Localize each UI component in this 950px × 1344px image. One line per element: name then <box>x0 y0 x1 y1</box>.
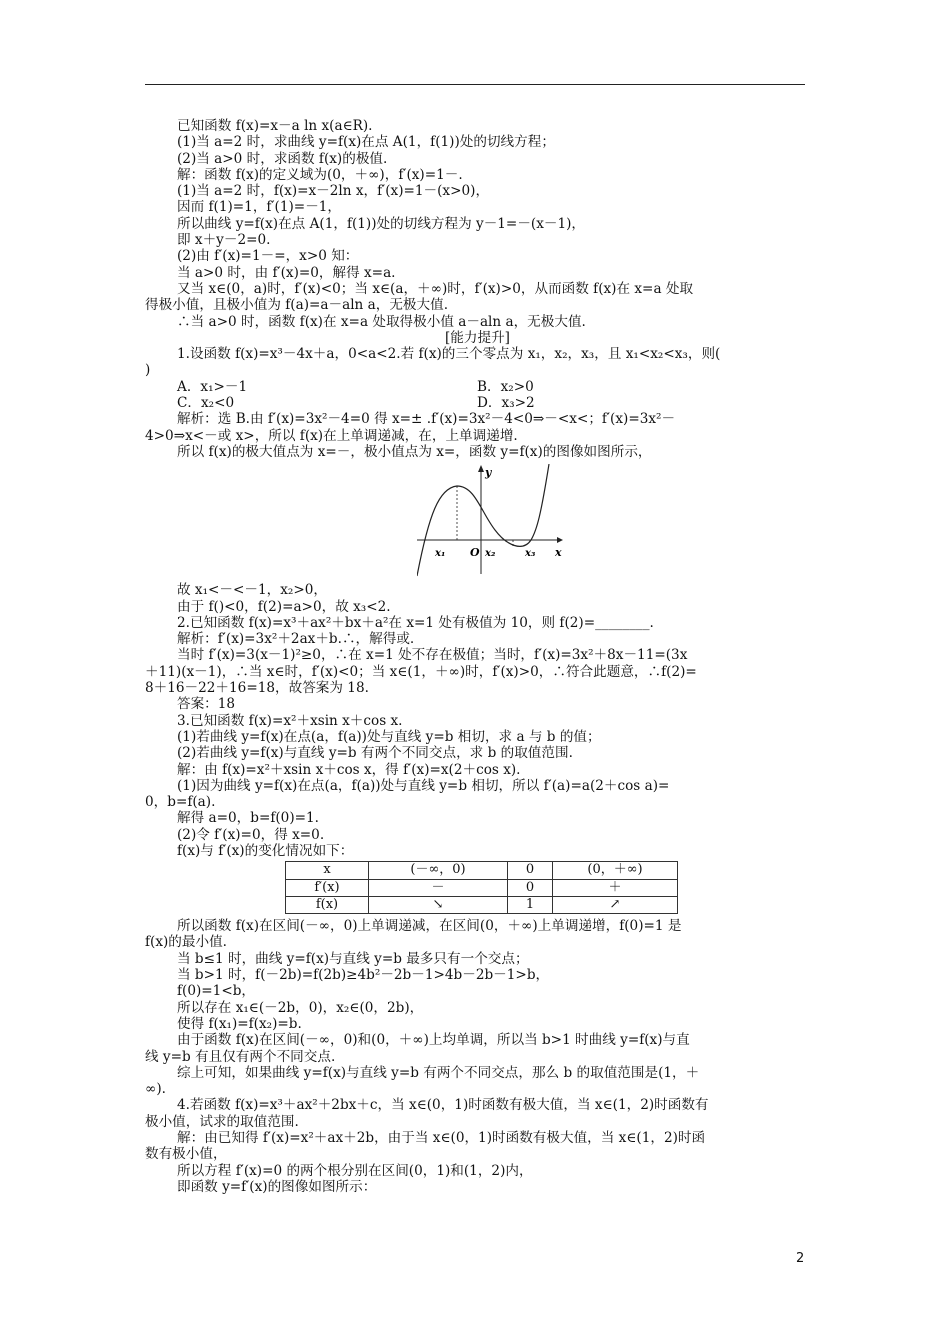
text-line: 已知函数 f(x)=x－a ln x(a∈R). <box>177 118 373 134</box>
text-line: f(x)的最小值. <box>145 934 228 951</box>
text-line: (1)因为曲线 y=f(x)在点(a，f(a))处与直线 y=b 相切，所以 f′(a)=a(2＋cos a)= <box>177 777 670 794</box>
text-line: f(0)=1<b， <box>177 983 256 1000</box>
text-line: 4.若函数 f(x)=x³＋ax²＋2bx＋c，当 x∈(0，1)时函数有极大值，当 x∈(1，2)时函数有 <box>177 1097 709 1114</box>
table-cell: ＋ <box>553 879 678 896</box>
table-cell: ↘ <box>369 896 508 913</box>
table-cell: (0，＋∞) <box>553 862 678 879</box>
text-line: 线 y=b 有且仅有两个不同交点. <box>145 1048 336 1065</box>
text-line: 解得 a=0，b=f(0)=1. <box>177 810 319 827</box>
text-line: 所以曲线 y=f(x)在点 A(1，f(1))处的切线方程为 y－1=－(x－1)， <box>177 215 586 232</box>
x-label: x <box>555 546 562 560</box>
text-line: (2)由 f′(x)=1－=，x>0 知： <box>177 248 359 265</box>
text-line: 由于函数 f(x)在区间(－∞，0)和(0，＋∞)上均单调，所以当 b>1 时曲线 y=f(x)与直 <box>177 1032 690 1049</box>
text-line: 答案：18 <box>177 696 236 713</box>
text-line: 3.已知函数 f(x)=x²＋xsin x＋cos x. <box>177 712 403 729</box>
y-label: y <box>485 466 492 480</box>
variation-table <box>285 861 678 914</box>
text-line: 所以方程 f′(x)=0 的两个根分别在区间(0，1)和(1，2)内， <box>177 1162 533 1179</box>
cubic-graph <box>417 464 567 578</box>
text-line: 所以函数 f(x)在区间(－∞，0)上单调递减，在区间(0，＋∞)上单调递增，f(0)=1 是 <box>177 918 682 935</box>
table-cell: 0 <box>508 862 553 879</box>
table-cell: f′(x) <box>286 879 369 896</box>
text-line: 0，b=f(a). <box>145 794 216 811</box>
x3-label: x₃ <box>525 548 536 560</box>
text-line: 所以存在 x₁∈(－2b，0)，x₂∈(0，2b)， <box>177 999 424 1016</box>
text-line: [能力提升] <box>445 329 510 346</box>
text-line: 由于 f()<0，f(2)=a>0，故 x₃<2. <box>177 598 391 615</box>
text-line: (1)若曲线 y=f(x)在点(a，f(a))处与直线 y=b 相切，求 a 与 b 的值； <box>177 728 601 745</box>
text-line: 解析：f′(x)=3x²＋2ax＋b.∴，解得或. <box>177 631 415 648</box>
text-line: 即 x＋y－2=0. <box>177 232 271 249</box>
text-line: 当 b≤1 时，曲线 y=f(x)与直线 y=b 最多只有一个交点； <box>177 950 529 967</box>
table-cell: x <box>286 862 369 879</box>
text-line: ＋11)(x－1)，∴当 x∈时，f′(x)<0；当 x∈(1，＋∞)时，f′(x)>0，∴符合此题意，∴f(2)= <box>145 663 697 680</box>
text-line: 4>0⇒x<－或 x>，所以 f(x)在上单调递减，在，上单调递增. <box>145 427 518 444</box>
text-line: 1.设函数 f(x)=x³－4x＋a，0<a<2.若 f(x)的三个零点为 x₁，x₂，x₃，且 x₁<x₂<x₃，则( <box>177 346 721 363</box>
table-cell: ↗ <box>553 896 678 913</box>
x-axis-arrow <box>557 537 563 543</box>
text-line: ∴当 a>0 时，函数 f(x)在 x=a 处取得极小值 a－aln a，无极大值. <box>177 313 586 330</box>
text-line: f(x)与 f′(x)的变化情况如下： <box>177 842 354 859</box>
problem-solution-block-a <box>145 118 810 379</box>
solution-block-c <box>145 582 810 859</box>
header-rule <box>145 84 805 85</box>
text-line: (2)若曲线 y=f(x)与直线 y=b 有两个不同交点，求 b 的取值范围. <box>177 745 573 762</box>
text-line: (2)当 a>0 时，求函数 f(x)的极值. <box>177 150 388 167</box>
table-cell: (－∞，0) <box>369 862 508 879</box>
origin-label: O <box>470 546 480 560</box>
text-line: 解析：选 B.由 f′(x)=3x²－4=0 得 x=± .f′(x)=3x²－4<0⇒－<x<；f′(x)=3x²－ <box>177 411 676 428</box>
text-line: 解：由 f(x)=x²＋xsin x＋cos x，得 f′(x)=x(2＋cos x). <box>177 761 521 778</box>
text-line: 即函数 y=f′(x)的图像如图所示： <box>177 1178 377 1195</box>
option-b: B．x₂>0 <box>477 378 534 395</box>
table-cell: f(x) <box>286 896 369 913</box>
text-line: 当时 f′(x)=3(x－1)²≥0，∴在 x=1 处不存在极值；当时，f′(x)=3x²＋8x－11=(3x <box>177 647 688 664</box>
table-row <box>286 896 678 913</box>
options-row <box>145 379 810 395</box>
table-row <box>286 879 678 896</box>
y-axis-arrow <box>478 465 484 472</box>
options-row <box>145 395 810 411</box>
text-line: ∞). <box>145 1081 166 1098</box>
cubic-curve <box>417 464 549 576</box>
option-a: A．x₁>－1 <box>177 378 248 395</box>
option-d: D．x₃>2 <box>477 395 535 412</box>
text-line: 2.已知函数 f(x)=x³＋ax²＋bx＋a²在 x=1 处有极值为 10，则 f(2)=________. <box>177 614 654 631</box>
table-cell: 1 <box>508 896 553 913</box>
text-line: 8＋16－22＋16=18，故答案为 18. <box>145 680 369 697</box>
solution-block-d <box>145 918 810 1195</box>
text-line: 解：函数 f(x)的定义域为(0，＋∞)，f′(x)=1－. <box>177 166 463 183</box>
document-body <box>145 118 810 1195</box>
text-line: 极小值，试求的取值范围. <box>145 1113 299 1130</box>
text-line: 又当 x∈(0，a)时，f′(x)<0；当 x∈(a，＋∞)时，f′(x)>0，从而函数 f(x)在 x=a 处取 <box>177 280 694 297</box>
multiple-choice-options <box>145 379 810 412</box>
table-row <box>286 862 678 879</box>
text-line: ) <box>145 362 151 379</box>
page-number: 2 <box>796 1251 805 1266</box>
text-line: (2)令 f′(x)=0，得 x=0. <box>177 826 325 843</box>
cubic-function-figure <box>145 460 810 582</box>
x1-label: x₁ <box>435 548 446 560</box>
table-cell: － <box>369 879 508 896</box>
text-line: (1)当 a=2 时，f(x)=x－2ln x，f′(x)=1－(x>0)， <box>177 183 490 200</box>
text-line: 综上可知，如果曲线 y=f(x)与直线 y=b 有两个不同交点，那么 b 的取值范围是(1，＋ <box>177 1064 700 1081</box>
text-line: 得极小值，且极小值为 f(a)=a－aln a，无极大值. <box>145 297 449 314</box>
text-line: (1)当 a=2 时，求曲线 y=f(x)在点 A(1，f(1))处的切线方程； <box>177 134 555 151</box>
option-c: C．x₂<0 <box>177 395 235 412</box>
solution-block-b <box>145 411 810 460</box>
text-line: 因而 f(1)=1，f′(1)=－1， <box>177 199 342 216</box>
text-line: 使得 f(x₁)=f(x₂)=b. <box>177 1015 302 1032</box>
text-line: 所以 f(x)的极大值点为 x=－，极小值点为 x=，函数 y=f(x)的图像如图所示， <box>177 443 652 460</box>
text-line: 当 a>0 时，由 f′(x)=0，解得 x=a. <box>177 264 396 281</box>
text-line: 故 x₁<－<－1，x₂>0， <box>177 582 327 599</box>
x2-label: x₂ <box>485 548 496 560</box>
text-line: 解：由已知得 f′(x)=x²＋ax＋2b，由于当 x∈(0，1)时函数有极大值，当 x∈(1，2)时函 <box>177 1130 706 1147</box>
text-line: 数有极小值， <box>145 1146 227 1163</box>
table-cell: 0 <box>508 879 553 896</box>
text-line: 当 b>1 时，f(－2b)=f(2b)≥4b²－2b－1>4b－2b－1>b， <box>177 967 550 984</box>
